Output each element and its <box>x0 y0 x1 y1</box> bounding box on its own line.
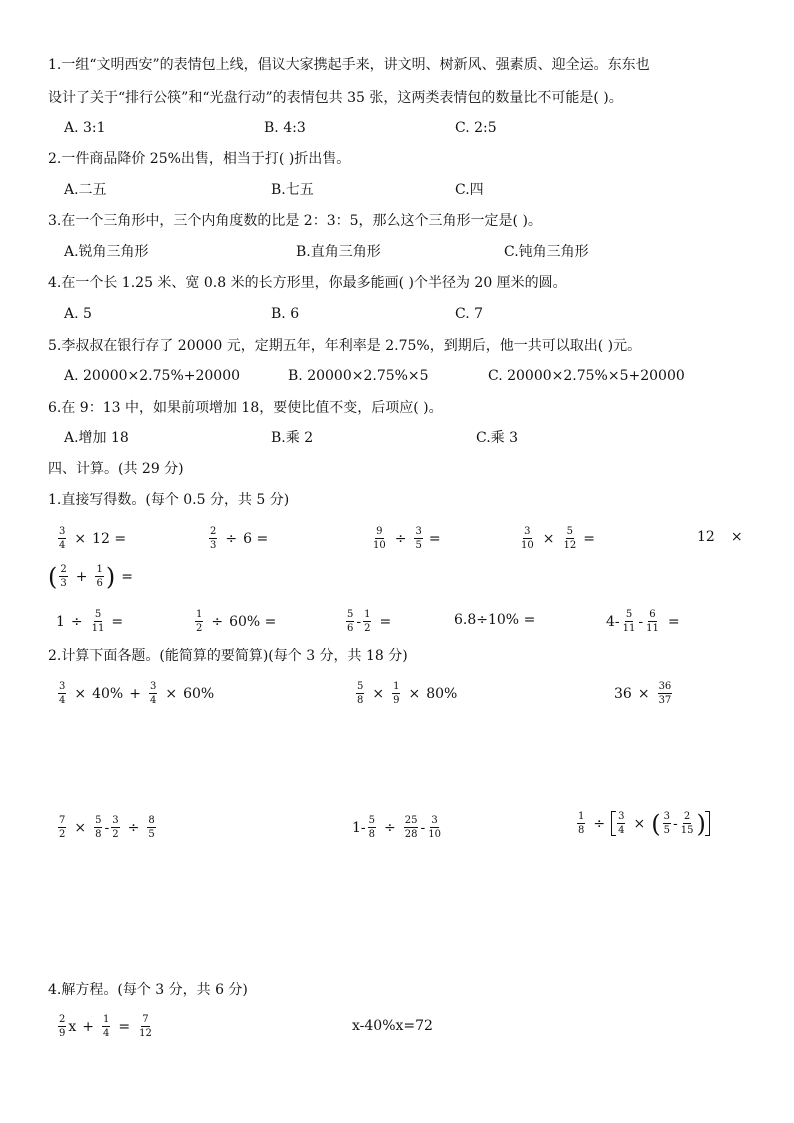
question-1-line-1: 1.一组“文明西安”的表情包上线，倡议大家携起手来，讲文明、树新风、强素质、迎全运。东东也 <box>48 57 650 73</box>
equation-2: x-40%x=72 <box>352 1018 433 1034</box>
mental-calc-4: $\frac{3}{10}$ × $\frac{5}{12}$ = <box>521 526 595 551</box>
calc-problem-4: $\frac{7}{2}$ × $\frac{5}{8}$ - $\frac{3}{2}$ ÷ $\frac{8}{5}$ <box>59 815 155 840</box>
mental-calc-6: 1 ÷ $\frac{5}{11}$ = <box>56 609 124 634</box>
q3-option-a[interactable]: A.锐角三角形 <box>64 244 149 260</box>
calc-problem-2: $\frac{5}{8}$ × $\frac{1}{9}$ × 80% <box>357 681 458 706</box>
section-4-heading: 四、计算。(共 29 分) <box>48 461 184 477</box>
q2-option-b[interactable]: B.七五 <box>271 182 314 198</box>
question-6: 6.在 9：13 中，如果前项增加 18，要使比值不变，后项应( )。 <box>48 400 443 416</box>
mental-calc-2: $\frac{2}{3}$ ÷ 6 = <box>210 526 269 551</box>
question-4: 4.在一个长 1.25 米、宽 0.8 米的长方形里，你最多能画( )个半径为 20 厘米的圆。 <box>48 275 567 291</box>
calc-problem-5: 1- $\frac{5}{8}$ ÷ $\frac{25}{28}$ - $\frac{3}{10}$ <box>352 815 441 840</box>
mental-calc-10: 4- $\frac{5}{11}$ - $\frac{6}{11}$ = <box>606 609 680 634</box>
q6-option-c[interactable]: C.乘 3 <box>476 430 519 446</box>
question-1-line-2: 设计了关于“排行公筷”和“光盘行动”的表情包共 35 张，这两类表情包的数量比不可能是( )。 <box>48 90 623 106</box>
calc-problem-6: $\frac{1}{8}$ ÷ $\frac{3}{4}$ × ( $\frac{3}{5}$ - $\frac{2}{15}$ ) <box>575 811 710 836</box>
equation-1: $\frac{2}{9}$ x + $\frac{1}{4}$ = $\frac{7}{12}$ <box>59 1014 152 1039</box>
mental-calc-7: $\frac{1}{2}$ ÷ 60% = <box>196 609 277 634</box>
q5-option-a[interactable]: A. 20000×2.75%+20000 <box>64 368 241 384</box>
q1-option-b[interactable]: B. 4:3 <box>264 120 306 136</box>
q6-option-b[interactable]: B.乘 2 <box>271 430 314 446</box>
q3-option-c[interactable]: C.钝角三角形 <box>504 244 589 260</box>
q6-option-a[interactable]: A.增加 18 <box>64 430 129 446</box>
q1-option-a[interactable]: A. 3:1 <box>64 120 106 136</box>
mental-calc-9: 6.8÷10% = <box>454 612 536 628</box>
part-1-title: 1.直接写得数。(每个 0.5 分，共 5 分) <box>48 492 290 508</box>
q3-option-b[interactable]: B.直角三角形 <box>296 244 381 260</box>
calc-problem-1: $\frac{3}{4}$ × 40% + $\frac{3}{4}$ × 60% <box>59 681 215 706</box>
calc-problem-3: 36 × $\frac{36}{37}$ <box>614 681 672 706</box>
part-4-title: 4.解方程。(每个 3 分，共 6 分) <box>48 982 248 998</box>
q5-option-c[interactable]: C. 20000×2.75%×5+20000 <box>488 368 685 384</box>
question-5: 5.李叔叔在银行存了 20000 元，定期五年，年利率是 2.75%，到期后，他一共可以取出( )元。 <box>48 338 642 354</box>
mental-calc-8: $\frac{5}{6}$ - $\frac{1}{2}$ = <box>347 609 392 634</box>
question-2: 2.一件商品降价 25%出售，相当于打( )折出售。 <box>48 151 351 167</box>
mental-calc-5-tail: ( $\frac{2}{3}$ + $\frac{1}{6}$ ) = <box>48 562 133 591</box>
q2-option-a[interactable]: A.二五 <box>64 182 107 198</box>
q4-option-b[interactable]: B. 6 <box>271 306 300 322</box>
q1-option-c[interactable]: C. 2:5 <box>455 120 497 136</box>
mental-calc-3: $\frac{9}{10}$ ÷ $\frac{3}{5}$ = <box>373 526 441 551</box>
q5-option-b[interactable]: B. 20000×2.75%×5 <box>288 368 429 384</box>
q4-option-c[interactable]: C. 7 <box>455 306 484 322</box>
part-2-title: 2.计算下面各题。(能简算的要简算)(每个 3 分，共 18 分) <box>48 648 408 664</box>
q4-option-a[interactable]: A. 5 <box>64 306 92 322</box>
square-brackets: $\frac{3}{4}$ × ( $\frac{3}{5}$ - $\frac{2}{15}$ ) <box>611 811 710 836</box>
q2-option-c[interactable]: C.四 <box>455 182 484 198</box>
mental-calc-1: $\frac{3}{4}$ × 12 = <box>59 526 127 551</box>
question-3: 3.在一个三角形中，三个内角度数的比是 2：3：5，那么这个三角形一定是( )。 <box>48 213 542 229</box>
mental-calc-5-lead: 12 × <box>697 529 743 545</box>
